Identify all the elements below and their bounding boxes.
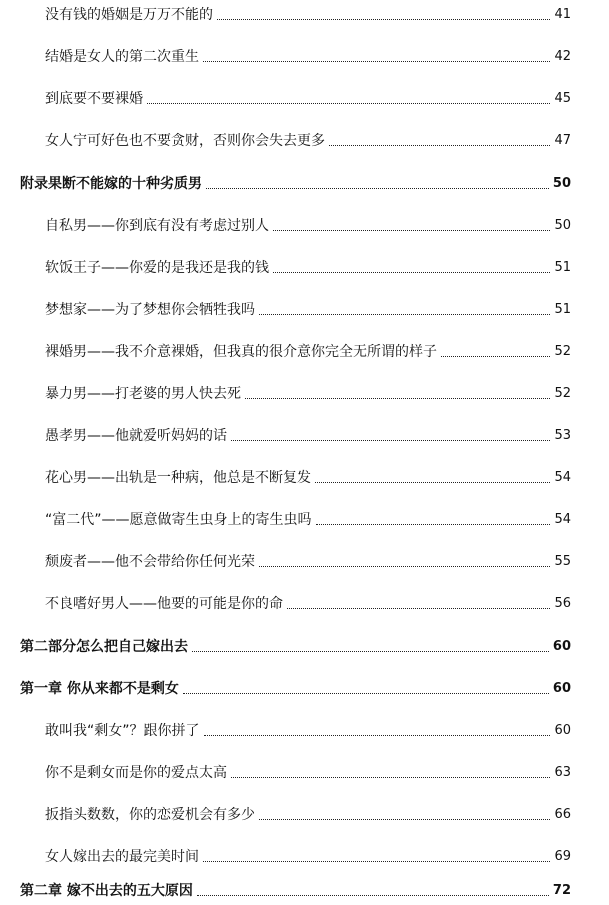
toc-entry[interactable]	[0, 253, 609, 277]
toc-entry[interactable]	[0, 84, 609, 108]
dot-leader	[316, 524, 551, 525]
toc-entry[interactable]	[0, 126, 609, 150]
toc-entry-title: 女人嫁出去的最完美时间	[45, 849, 199, 865]
toc-section[interactable]	[0, 632, 609, 656]
dot-leader	[231, 777, 550, 778]
dot-leader	[147, 103, 550, 104]
toc-entry[interactable]	[0, 758, 609, 782]
dot-leader	[231, 440, 550, 441]
dot-leader	[204, 735, 551, 736]
toc-entry-page: 45	[554, 91, 571, 106]
dot-leader	[203, 61, 550, 62]
toc-section-page: 60	[552, 639, 571, 654]
toc-entry-title: 结婚是女人的第二次重生	[45, 49, 199, 65]
toc-section[interactable]	[0, 876, 609, 900]
toc-entry-title: 不良嗜好男人——他要的可能是你的命	[45, 596, 283, 612]
toc-entry-page: 51	[554, 260, 571, 275]
toc-entry-title: 到底要不要裸婚	[45, 91, 143, 107]
toc-entry-title: 愚孝男——他就爱听妈妈的话	[45, 428, 227, 444]
dot-leader	[441, 356, 550, 357]
dot-leader	[259, 314, 550, 315]
toc-entry[interactable]	[0, 295, 609, 319]
toc-section-title: 第一章 你从来都不是剩女	[20, 681, 179, 697]
dot-leader	[245, 398, 550, 399]
toc-entry-title: 扳指头数数，你的恋爱机会有多少	[45, 807, 255, 823]
dot-leader	[192, 651, 549, 652]
toc-entry-page: 55	[554, 554, 571, 569]
toc-entry-page: 66	[554, 807, 571, 822]
toc-section-title: 附录果断不能嫁的十种劣质男	[20, 176, 202, 192]
toc-section-page: 60	[552, 681, 571, 696]
toc-entry[interactable]	[0, 379, 609, 403]
toc-entry-title: 裸婚男——我不介意裸婚，但我真的很介意你完全无所谓的样子	[45, 344, 437, 360]
toc-entry-title: 女人宁可好色也不要贪财，否则你会失去更多	[45, 133, 325, 149]
toc-entry-page: 54	[554, 512, 571, 527]
toc-entry[interactable]	[0, 505, 609, 529]
dot-leader	[197, 895, 549, 896]
toc-entry[interactable]	[0, 547, 609, 571]
toc-entry-page: 52	[554, 386, 571, 401]
toc-entry-page: 56	[554, 596, 571, 611]
toc-entry[interactable]	[0, 211, 609, 235]
dot-leader	[259, 819, 550, 820]
toc-entry[interactable]	[0, 421, 609, 445]
toc-entry[interactable]	[0, 337, 609, 361]
toc-entry-page: 52	[554, 344, 571, 359]
toc-section-title: 第二部分怎么把自己嫁出去	[20, 639, 188, 655]
toc-entry[interactable]	[0, 0, 609, 24]
toc-entry[interactable]	[0, 589, 609, 613]
toc-entry-title: 没有钱的婚姻是万万不能的	[45, 7, 213, 23]
toc-entry[interactable]	[0, 42, 609, 66]
toc-section[interactable]	[0, 169, 609, 193]
toc-entry-title: 自私男——你到底有没有考虑过别人	[45, 218, 269, 234]
dot-leader	[206, 188, 549, 189]
toc-section-page: 72	[552, 883, 571, 898]
toc-entry[interactable]	[0, 842, 609, 866]
toc-section-page: 50	[552, 176, 571, 191]
toc-entry-page: 69	[554, 849, 571, 864]
toc-entry-title: 花心男——出轨是一种病，他总是不断复发	[45, 470, 311, 486]
toc-entry-title: 梦想家——为了梦想你会牺牲我吗	[45, 302, 255, 318]
dot-leader	[273, 272, 550, 273]
toc-entry-page: 53	[554, 428, 571, 443]
toc-entry-title: 敢叫我“剩女”？跟你拼了	[45, 723, 200, 739]
toc-entry-title: 你不是剩女而是你的爱点太高	[45, 765, 227, 781]
dot-leader	[217, 19, 550, 20]
toc-entry-page: 42	[554, 49, 571, 64]
dot-leader	[287, 608, 550, 609]
toc-section[interactable]	[0, 674, 609, 698]
toc-entry-title: 颓废者——他不会带给你任何光荣	[45, 554, 255, 570]
toc-entry-page: 47	[554, 133, 571, 148]
dot-leader	[315, 482, 550, 483]
dot-leader	[273, 230, 550, 231]
toc-entry-page: 51	[554, 302, 571, 317]
dot-leader	[259, 566, 550, 567]
toc-entry[interactable]	[0, 800, 609, 824]
toc-entry-title: 暴力男——打老婆的男人快去死	[45, 386, 241, 402]
toc-entry-page: 63	[554, 765, 571, 780]
toc-entry[interactable]	[0, 716, 609, 740]
toc-entry-page: 41	[554, 7, 571, 22]
toc-entry-title: “富二代”——愿意做寄生虫身上的寄生虫吗	[45, 512, 312, 528]
toc-entry-page: 60	[554, 723, 571, 738]
toc-entry-page: 54	[554, 470, 571, 485]
dot-leader	[329, 145, 550, 146]
toc-entry-page: 50	[554, 218, 571, 233]
dot-leader	[203, 861, 550, 862]
toc-entry[interactable]	[0, 463, 609, 487]
toc-entry-title: 软饭王子——你爱的是我还是我的钱	[45, 260, 269, 276]
toc-section-title: 第二章 嫁不出去的五大原因	[20, 883, 193, 899]
dot-leader	[183, 693, 549, 694]
